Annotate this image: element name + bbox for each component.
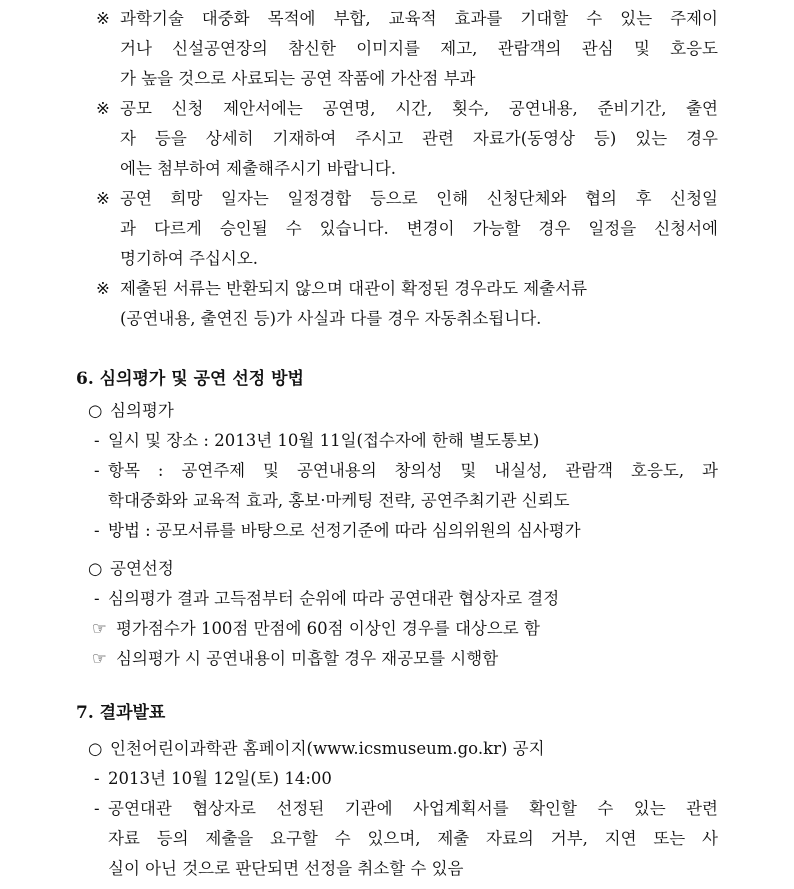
note-1-line-2: 거나 신설공연장의 참신한 이미지를 제고, 관람객의 관심 및 호응도 bbox=[120, 39, 718, 58]
circle-bullet-icon: ○ bbox=[88, 559, 103, 578]
circle-bullet-icon: ○ bbox=[88, 739, 103, 758]
dash-bullet-icon: - bbox=[94, 431, 100, 450]
section-6-item-criteria-line-2: 학대중화와 교육적 효과, 홍보·마케팅 전략, 공연주최기관 신뢰도 bbox=[108, 491, 570, 510]
note-3-line-2: 과 다르게 승인될 수 있습니다. 변경이 가능할 경우 일정을 신청서에 bbox=[120, 219, 718, 238]
section-7-item-submission: - 공연대관 협상자로 선정된 기관에 사업계획서를 확인할 수 있는 관련 bbox=[94, 794, 718, 824]
note-2-line-2: 자 등을 상세히 기재하여 주시고 관련 자료가(동영상 등) 있는 경우 bbox=[120, 129, 718, 148]
section-7-item-submission-line-2: 자료 등의 제출을 요구할 수 있으며, 제출 자료의 거부, 지연 또는 사 bbox=[108, 829, 718, 848]
section-6-item-score-threshold: ☞ 평가점수가 100점 만점에 60점 이상인 경우를 대상으로 함 bbox=[92, 614, 540, 644]
section-6-group-1-title: ○ 심의평가 bbox=[88, 396, 174, 426]
reference-mark-icon: ※ bbox=[96, 279, 110, 298]
note-3-line-3: 명기하여 주십시오. bbox=[120, 249, 259, 268]
reference-mark-icon: ※ bbox=[96, 99, 110, 118]
note-2-line-1: ※ 공모 신청 제안서에는 공연명, 시간, 횟수, 공연내용, 준비기간, 출연 bbox=[96, 94, 720, 124]
section-7-item-submission-line-3: 실이 아닌 것으로 판단되면 선정을 취소할 수 있음 bbox=[108, 859, 464, 878]
reference-mark-icon: ※ bbox=[96, 9, 110, 28]
note-4-line-2: (공연내용, 출연진 등)가 사실과 다를 경우 자동취소됩니다. bbox=[120, 309, 542, 328]
section-6-item-criteria: - 항목 : 공연주제 및 공연내용의 창의성 및 내실성, 관람객 호응도, 과 bbox=[94, 456, 718, 486]
section-6-item-method: - 방법 : 공모서류를 바탕으로 선정기준에 따라 심의위원의 심사평가 bbox=[94, 516, 581, 546]
section-6-item-ranking: - 심의평가 결과 고득점부터 순위에 따라 공연대관 협상자로 결정 bbox=[94, 584, 559, 614]
dash-bullet-icon: - bbox=[94, 589, 100, 608]
section-6-item-date: - 일시 및 장소 : 2013년 10월 11일(접수자에 한해 별도통보) bbox=[94, 426, 539, 456]
dash-bullet-icon: - bbox=[94, 799, 100, 818]
note-1-line-3: 가 높을 것으로 사료되는 공연 작품에 가산점 부과 bbox=[120, 69, 476, 88]
note-2-line-3: 에는 첨부하여 제출해주시기 바랍니다. bbox=[120, 159, 397, 178]
section-6-group-2-title: ○ 공연선정 bbox=[88, 554, 174, 584]
pointing-hand-icon: ☞ bbox=[92, 649, 107, 668]
note-1-line-1: ※ 과학기술 대중화 목적에 부합, 교육적 효과를 기대할 수 있는 주제이 bbox=[96, 4, 720, 34]
section-7-item-date: - 2013년 10월 12일(토) 14:00 bbox=[94, 764, 332, 794]
dash-bullet-icon: - bbox=[94, 521, 100, 540]
pointing-hand-icon: ☞ bbox=[92, 619, 107, 638]
section-6-heading: 6. 심의평가 및 공연 선정 방법 bbox=[76, 369, 304, 389]
note-4-line-1: ※ 제출된 서류는 반환되지 않으며 대관이 확정된 경우라도 제출서류 bbox=[96, 274, 587, 304]
section-6-item-reapply: ☞ 심의평가 시 공연내용이 미흡할 경우 재공모를 시행함 bbox=[92, 644, 498, 674]
circle-bullet-icon: ○ bbox=[88, 401, 103, 420]
reference-mark-icon: ※ bbox=[96, 189, 110, 208]
dash-bullet-icon: - bbox=[94, 461, 100, 480]
note-3-line-1: ※ 공연 희망 일자는 일정경합 등으로 인해 신청단체와 협의 후 신청일 bbox=[96, 184, 720, 214]
section-7-group-1-title: ○ 인천어린이과학관 홈페이지(www.icsmuseum.go.kr) 공지 bbox=[88, 734, 545, 764]
section-7-heading: 7. 결과발표 bbox=[76, 703, 166, 723]
dash-bullet-icon: - bbox=[94, 769, 100, 788]
